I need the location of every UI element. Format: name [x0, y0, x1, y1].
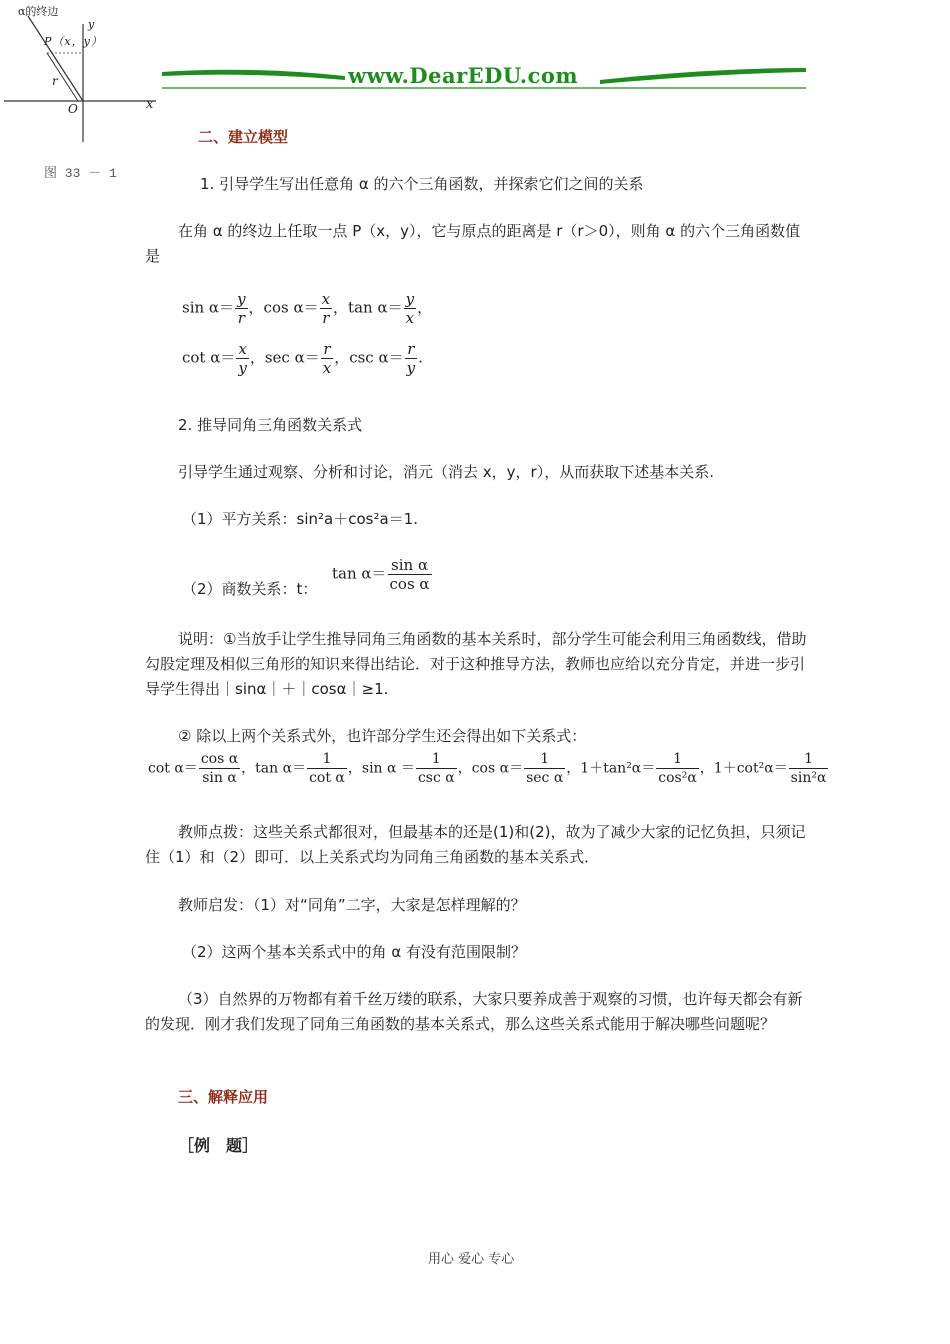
tan-num: y — [405, 290, 415, 308]
banner-logo-text: www.DearEDU.com — [348, 63, 579, 88]
sin-den: r — [237, 309, 245, 327]
item-2-text: 2. 推导同角三角函数关系式 — [178, 416, 363, 434]
rel-b-den: cot α — [309, 770, 345, 786]
point-label: P（x，y） — [44, 35, 103, 48]
rel-d-lhs: ，cos α＝ — [457, 760, 524, 777]
figure-title: α的终边 — [18, 5, 59, 18]
row1-end: ， — [417, 298, 433, 317]
sec-num: r — [321, 340, 333, 359]
origin-label: O — [68, 102, 78, 116]
quotient-relation-formula — [332, 556, 433, 593]
rel-d-num: 1 — [524, 750, 565, 769]
quotient-den: cos α — [389, 575, 430, 593]
csc-lhs: ，csc α＝ — [334, 348, 404, 367]
terminal-side-line — [28, 16, 83, 101]
rel-a-num: cos α — [200, 751, 239, 767]
row2-end: . — [418, 348, 423, 367]
rel-a-lhs: cot α＝ — [148, 760, 198, 777]
example-label: ［例 题］ — [178, 1136, 259, 1155]
rel-f-num: 1 — [789, 750, 829, 769]
cot-den: y — [238, 359, 247, 377]
cot-num: x — [236, 340, 248, 359]
six-functions-row-1 — [182, 290, 432, 327]
rel-c-num: 1 — [416, 750, 457, 769]
x-axis-label: x — [146, 97, 154, 112]
guide-paragraph: 引导学生通过观察、分析和讨论，消元（消去 x，y，r），从而获取下述基本关系. — [178, 463, 714, 481]
cos-num: x — [321, 290, 331, 308]
cos-den: r — [322, 309, 330, 327]
section-3-heading: 三、解释应用 — [178, 1088, 269, 1106]
tan-den: x — [405, 309, 415, 327]
sin-num: y — [237, 290, 246, 308]
angle-figure — [0, 0, 170, 185]
quotient-num: sin α — [388, 556, 432, 575]
six-functions-row-2 — [182, 340, 423, 377]
y-axis-label: y — [88, 18, 95, 31]
csc-num: r — [405, 340, 417, 359]
angle-diagram — [0, 0, 170, 150]
r-label: r — [52, 74, 58, 88]
rel-b-num: 1 — [307, 750, 347, 769]
section-2-heading: 二、建立模型 — [198, 128, 289, 146]
header-banner — [160, 62, 810, 94]
rel-e-den: cos²α — [658, 770, 697, 786]
quotient-lhs: tan α＝ — [332, 564, 387, 583]
rel-a-den: sin α — [202, 770, 237, 786]
cot-lhs: cot α＝ — [182, 348, 236, 367]
page-footer: 用心 爱心 专心 — [428, 1252, 515, 1267]
teacher-inspire-text: 教师启发：（1）对“同角”二字，大家是怎样理解的？ — [178, 896, 526, 914]
rel-e-lhs: ，1＋tan²α＝ — [566, 760, 656, 777]
cos-lhs: ，cos α＝ — [248, 298, 319, 317]
intro-paragraph: 在角 α 的终边上任取一点 P（x，y），它与原点的距离是 r（r＞0），则角 α 的六个三角函数值是 — [145, 222, 801, 265]
question-2-text: （2）这两个基本关系式中的角 α 有没有范围限制？ — [182, 943, 526, 961]
note-paragraph: 说明：①当放手让学生推导同角三角函数的基本关系时，部分学生可能会利用三角函数线，借助勾股定理及相似三角形的知识来得出结论．对于这种推导方法，教师也应给以充分肯定，并进一步引导学生得出｜sinα｜＋｜cosα｜≥1. — [145, 630, 807, 698]
rel-c-lhs: ，sin α ＝ — [347, 760, 415, 777]
rel-e-num: 1 — [656, 750, 699, 769]
note-2-paragraph: ② 除以上两个关系式外，也许部分学生还会得出如下关系式： — [178, 727, 587, 745]
rel-f-lhs: ，1＋cot²α＝ — [699, 760, 788, 777]
sec-den: x — [322, 359, 332, 377]
extra-relations-row — [148, 750, 829, 787]
sec-lhs: ，sec α＝ — [249, 348, 320, 367]
csc-den: y — [406, 359, 416, 377]
item-1-text: 1. 引导学生写出任意角 α 的六个三角函数，并探索它们之间的关系 — [200, 175, 644, 193]
sin-lhs: sin α＝ — [182, 298, 235, 317]
rel-f-den: sin²α — [790, 770, 827, 786]
rel-b-lhs: ，tan α＝ — [241, 760, 307, 777]
figure-caption: 图 33 － 1 — [44, 166, 117, 181]
square-relation: （1）平方关系：sin²a＋cos²a＝1. — [182, 510, 418, 528]
rel-c-den: csc α — [417, 770, 455, 786]
tan-lhs: ，tan α＝ — [333, 298, 403, 317]
quotient-relation-label: （2）商数关系：t： — [182, 580, 318, 598]
teacher-tip-paragraph: 教师点拨：这些关系式都很对，但最基本的还是(1)和(2)，故为了减少大家的记忆负担，只须记住（1）和（2）即可．以上关系式均为同角三角函数的基本关系式． — [145, 823, 806, 866]
question-3-paragraph: （3）自然界的万物都有着千丝万缕的联系，大家只要养成善于观察的习惯，也许每天都会有新的发现．刚才我们发现了同角三角函数的基本关系式，那么这些关系式能用于解决哪些问题呢？ — [145, 990, 803, 1033]
rel-d-den: sec α — [526, 770, 564, 786]
